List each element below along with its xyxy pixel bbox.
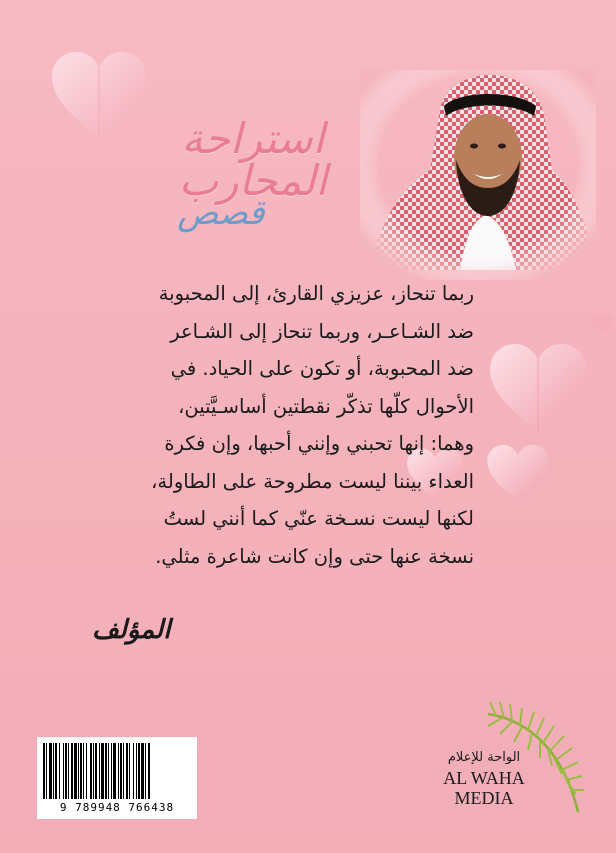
barcode-bar bbox=[53, 743, 54, 799]
barcode-bar bbox=[74, 743, 77, 799]
blurb-line: ضد المحبوبة، أو تكون على الحياد. في bbox=[170, 357, 474, 380]
barcode-bar bbox=[71, 743, 73, 799]
barcode-bar bbox=[126, 743, 128, 799]
barcode-bar bbox=[120, 743, 122, 799]
heart-icon bbox=[486, 442, 550, 504]
isbn-barcode bbox=[37, 737, 197, 819]
barcode-bar bbox=[105, 743, 107, 799]
barcode-bar bbox=[93, 743, 94, 799]
barcode-bar bbox=[141, 743, 144, 799]
blurb-line: ربما تنحاز، عزيزي القارئ، إلى المحبوبة bbox=[158, 282, 474, 305]
heart-icon bbox=[488, 340, 588, 436]
blurb-line: لكنها ليست نسـخة عنّي كما أنني لستُ bbox=[163, 507, 474, 530]
barcode-bar bbox=[55, 743, 57, 799]
blurb-line: العداء بيننا ليست مطروحة على الطاولة، bbox=[151, 469, 474, 493]
barcode-bar bbox=[63, 743, 64, 799]
heart-icon bbox=[590, 312, 614, 336]
publisher-name-arabic: الواحة للإعلام bbox=[447, 750, 521, 765]
blurb-text bbox=[84, 275, 474, 575]
barcode-bar bbox=[123, 743, 124, 799]
barcode-bar bbox=[43, 743, 45, 799]
barcode-bar bbox=[78, 743, 79, 799]
blurb-line: نسخة عنها حتى وإن كانت شاعرة مثلي. bbox=[155, 544, 474, 568]
book-title: استراحة المحارب bbox=[178, 114, 328, 205]
barcode-bar bbox=[83, 743, 84, 799]
barcode-bar bbox=[86, 743, 87, 799]
author-portrait bbox=[360, 70, 596, 280]
barcode-bar bbox=[113, 743, 116, 799]
barcode-bar bbox=[46, 743, 47, 799]
publisher-logo bbox=[430, 700, 590, 830]
barcode-bar bbox=[108, 743, 109, 799]
barcode-bar bbox=[65, 743, 67, 799]
barcode-bar bbox=[145, 743, 146, 799]
barcode-bar bbox=[99, 743, 100, 799]
publisher-name-english-line2: MEDIA bbox=[454, 788, 514, 808]
barcode-bar bbox=[129, 743, 130, 799]
blurb-line: وهما: إنها تحبني وإنني أحبها، وإن فكرة bbox=[164, 432, 474, 455]
barcode-bar bbox=[136, 743, 137, 799]
author-signature: المؤلف bbox=[92, 615, 171, 645]
barcode-bar bbox=[59, 743, 60, 799]
book-subtitle: قصص bbox=[177, 193, 265, 233]
blurb-line: الأحوال كلّها تذكّر نقطتين أساسـيَّتين، bbox=[178, 394, 474, 418]
barcode-bar bbox=[101, 743, 104, 799]
barcode-bar bbox=[138, 743, 140, 799]
barcode-bar bbox=[90, 743, 92, 799]
barcode-bar bbox=[133, 743, 134, 799]
barcode-image bbox=[43, 743, 191, 799]
barcode-bar bbox=[118, 743, 119, 799]
barcode-bar bbox=[49, 743, 52, 799]
barcode-bar bbox=[80, 743, 82, 799]
isbn-digits: 9 789948 766438 bbox=[59, 801, 175, 814]
barcode-bar bbox=[111, 743, 112, 799]
publisher-name-english: AL WAHA bbox=[443, 768, 525, 788]
barcode-bar bbox=[95, 743, 97, 799]
blurb-line: ضد الشـاعـر، وربما تنحاز إلى الشـاعر bbox=[170, 319, 474, 343]
barcode-bar bbox=[68, 743, 69, 799]
barcode-bar bbox=[148, 743, 150, 799]
